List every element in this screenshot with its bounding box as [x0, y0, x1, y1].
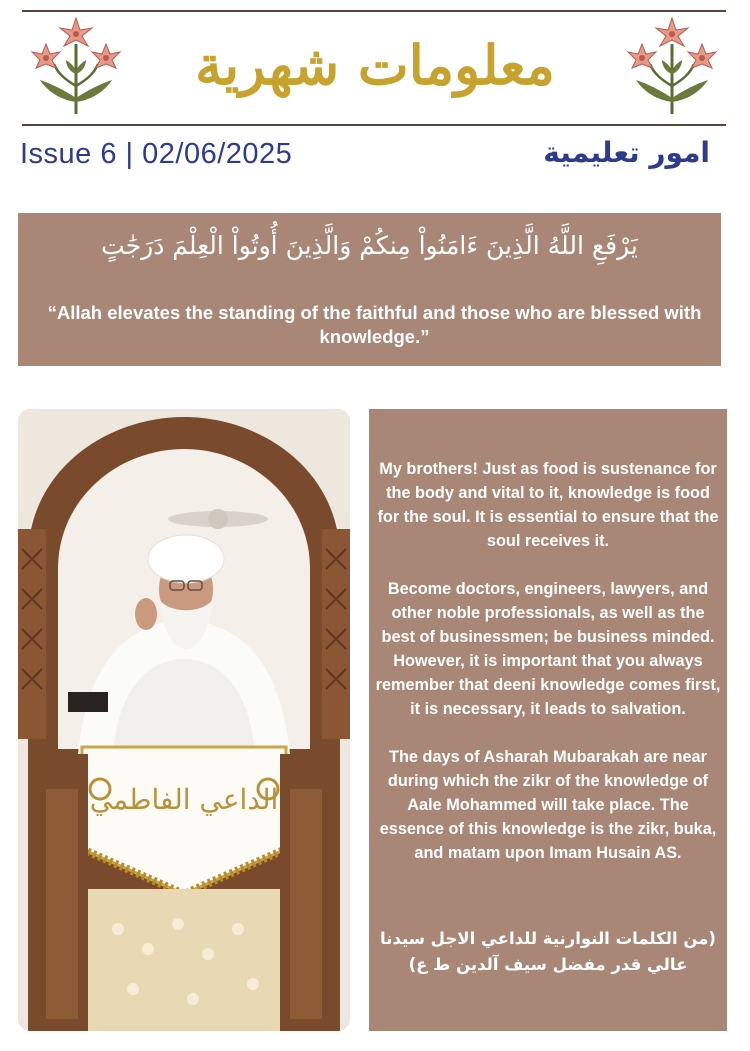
article-source: (من الكلمات النوارنية للداعي الاجل سيدنا عالي قدر مفضل سيف آلدين ط ع): [380, 929, 716, 974]
floral-ornament-left-icon: [26, 14, 126, 118]
photo: [18, 409, 350, 1031]
masthead-title: معلومات شهرية: [195, 33, 555, 97]
article-body: [375, 457, 721, 889]
mimbar-illustration: [18, 409, 350, 1031]
article-paragraph: My brothers! Just as food is sustenance for the body and vital to it, knowledge is food for the soul. It is essential to ensure that the soul receives it.: [377, 460, 719, 550]
header-bottom-rule: [22, 124, 726, 126]
article-paragraph: The days of Asharah Mubarakah are near during which the zikr of the knowledge of Aale Mohammed will take place. The essence of this knowledge is the zikr, buka, and matam upon Imam Husain AS.: [379, 748, 717, 862]
article-paragraph: Become doctors, engineers, lawyers, and other noble professionals, as well as the best of businessmen; be business minded. However, it is important that you always remember that deeni knowledge comes first, it is necessary, it leads to salvation.: [375, 580, 721, 718]
verse-translation: “Allah elevates the standing of the faithful and those who are blessed with knowledge.”: [47, 302, 702, 347]
floral-ornament-right-icon: [622, 14, 722, 118]
header-top-rule: [22, 10, 726, 12]
section-title: امور تعليمية: [543, 136, 710, 169]
banner-calligraphy: الداعي الفاطمي: [89, 783, 279, 816]
verse-box: [18, 213, 721, 366]
article-box: [369, 409, 727, 1031]
verse-arabic: يَرْفَعِ اللَّهُ الَّذِينَ ءَامَنُواْ مِنكُمْ وَالَّذِينَ أُوتُواْ الْعِلْمَ دَرَجَٰتٍ: [101, 231, 638, 260]
issue-date: Issue 6 | 02/06/2025: [20, 138, 293, 170]
